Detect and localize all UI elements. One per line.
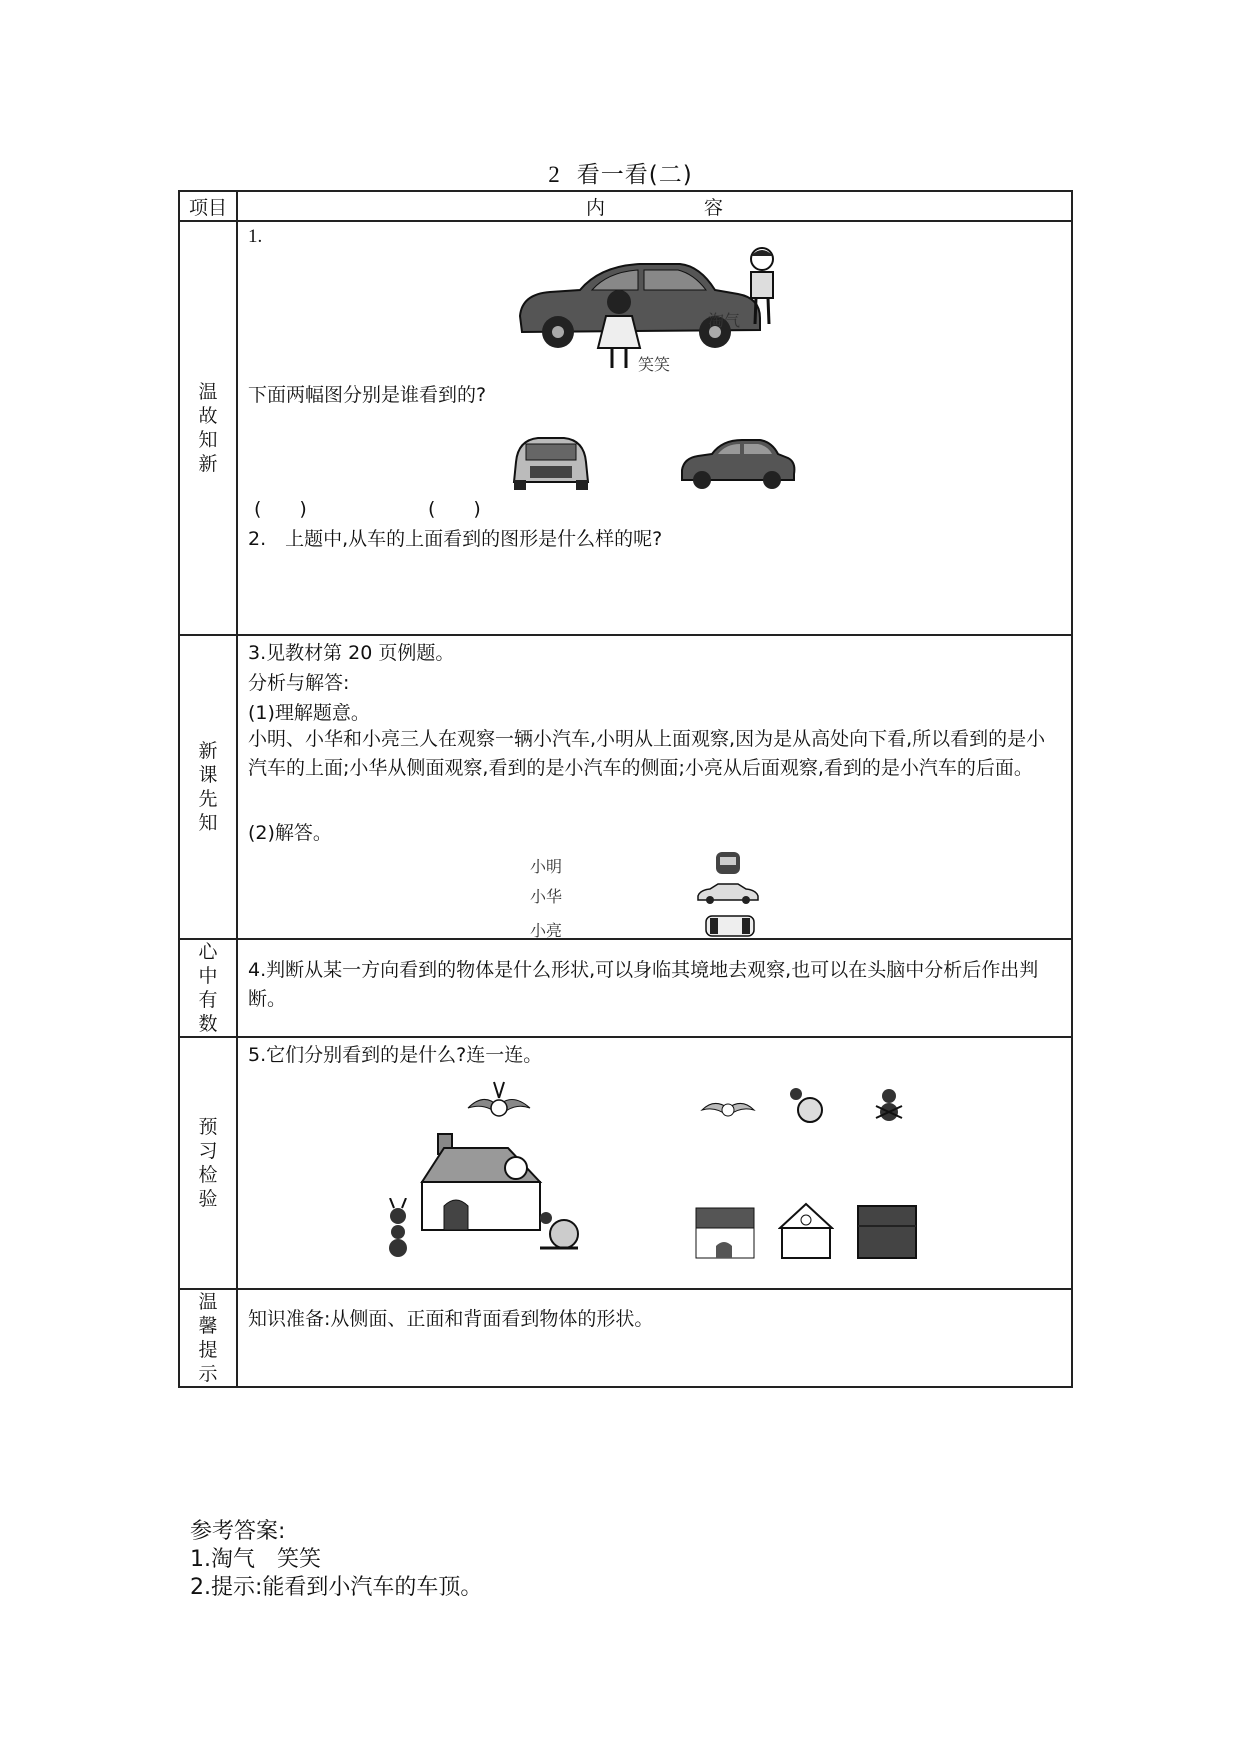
- house-front-view-icon: [694, 1206, 756, 1260]
- car-top-view-icon: [712, 850, 744, 876]
- mind-text: 4.判断从某一方向看到的物体是什么形状,可以身临其境地去观察,也可以在头脑中分析后作出判断。: [248, 959, 1039, 1010]
- boy-taoqi-illustration: [742, 246, 782, 330]
- name-xiaoliang: 小亮: [530, 921, 563, 940]
- header-content: 内 容: [237, 191, 1072, 221]
- label-xiaoxiao: 笑笑: [638, 355, 671, 374]
- review-label: 温故知新: [179, 221, 237, 635]
- car-side-view-illustration: [678, 432, 798, 494]
- blank-answer-2[interactable]: ( ): [428, 498, 481, 520]
- label-taoqi: 淘气: [708, 311, 741, 330]
- step2-text: (2)解答。: [248, 822, 332, 844]
- worksheet-table: [178, 190, 1073, 1388]
- ant-illustration: [378, 1198, 418, 1258]
- explanation-text: 小明、小华和小亮三人在观察一辆小汽车,小明从上面观察,因为是从高处向下看,所以看到的是小汽车的上面;小华从侧面观察,看到的是小汽车的侧面;小亮从后面观察,看到的是小汽车的后面。: [248, 728, 1046, 779]
- preview-label: 新课先知: [179, 635, 237, 939]
- name-xiaoming: 小明: [530, 857, 563, 876]
- mind-content: [237, 939, 1072, 1037]
- q5-text: 5.它们分别看到的是什么?连一连。: [248, 1044, 543, 1066]
- lesson-number: 2: [548, 162, 561, 187]
- q3-line: 3.见教材第 20 页例题。: [248, 642, 455, 664]
- snail-view-icon: [786, 1084, 826, 1126]
- check-label: 预习检验: [179, 1037, 237, 1289]
- page-title: [0, 156, 1241, 189]
- answer-line-2: 2.提示:能看到小汽车的车顶。: [190, 1575, 483, 1600]
- tips-content: [237, 1289, 1072, 1387]
- tips-label: 温馨提示: [179, 1289, 237, 1387]
- preview-row: [179, 635, 1072, 939]
- house-illustration: [418, 1130, 548, 1234]
- car-front-view-illustration: [508, 432, 594, 492]
- answers-heading: 参考答案:: [190, 1519, 286, 1544]
- q2-question: 2. 上题中,从车的上面看到的图形是什么样的呢?: [248, 528, 663, 550]
- mind-row: [179, 939, 1072, 1037]
- lesson-title: 看一看(二): [576, 162, 693, 188]
- header-row: [179, 191, 1072, 221]
- bird-top-view-icon: [700, 1086, 756, 1126]
- car-side-small-icon: [696, 880, 760, 904]
- q1-number: 1.: [248, 226, 263, 247]
- girl-xiaoxiao-illustration: [594, 286, 644, 376]
- step1-text: (1)理解题意。: [248, 702, 370, 724]
- ant-view-icon: [872, 1084, 906, 1128]
- house-back-view-icon: [856, 1204, 918, 1260]
- preview-content: [237, 635, 1072, 939]
- tips-text: 知识准备:从侧面、正面和背面看到物体的形状。: [248, 1308, 654, 1330]
- blank-answer-1[interactable]: ( ): [254, 498, 307, 520]
- house-side-view-icon: [778, 1200, 834, 1260]
- bird-illustration: [466, 1078, 532, 1128]
- car-back-small-icon: [704, 914, 756, 938]
- reference-answers: [190, 1518, 482, 1602]
- tips-row: [179, 1289, 1072, 1387]
- check-row: [179, 1037, 1072, 1289]
- analysis-heading: 分析与解答:: [248, 672, 350, 694]
- review-row: [179, 221, 1072, 635]
- review-content: [237, 221, 1072, 635]
- check-content: [237, 1037, 1072, 1289]
- name-xiaohua: 小华: [530, 887, 563, 906]
- q1-question: 下面两幅图分别是谁看到的?: [248, 384, 487, 406]
- snail-illustration: [538, 1206, 582, 1252]
- answer-line-1: 1.淘气 笑笑: [190, 1547, 321, 1572]
- mind-label: 心中有数: [179, 939, 237, 1037]
- header-item: 项目: [179, 191, 237, 221]
